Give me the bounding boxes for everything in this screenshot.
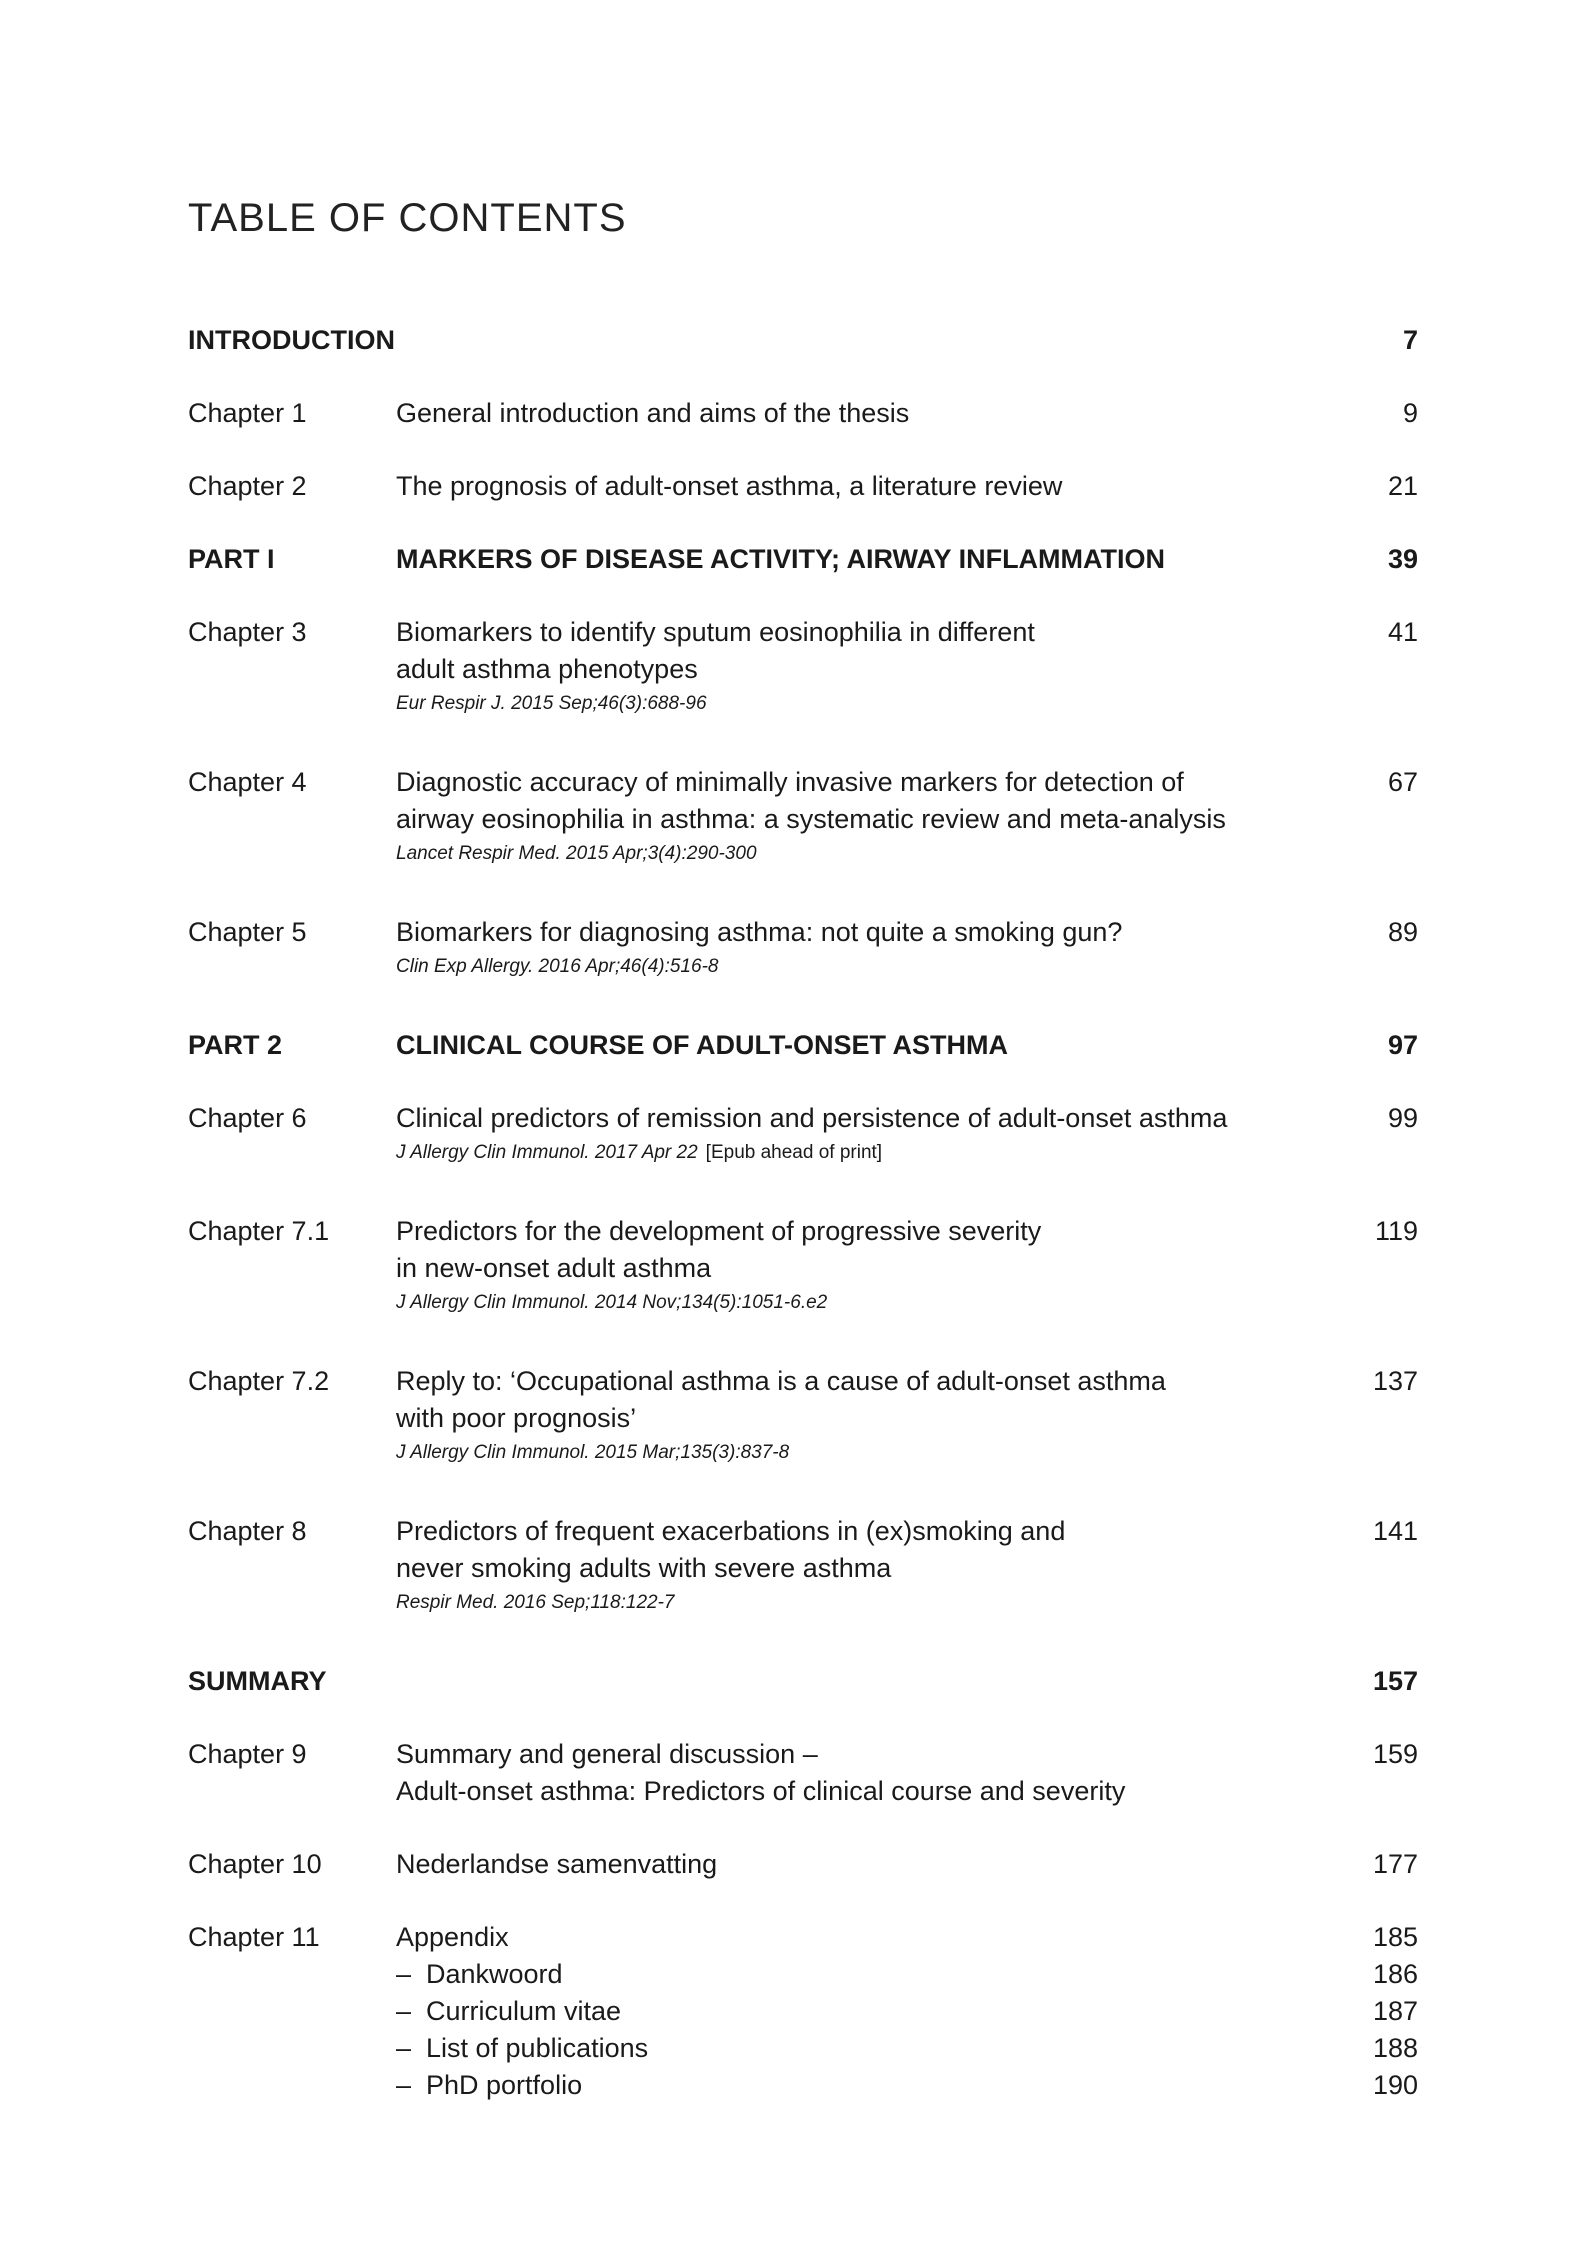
entry-label: Chapter 7.1 — [188, 1216, 330, 1246]
toc-entry-chapter-3[interactable] — [188, 614, 1418, 720]
entry-page-number: 41 — [1387, 617, 1418, 647]
entry-citation — [396, 1137, 1258, 1169]
subitem-page-number: 187 — [1372, 1996, 1418, 2026]
entry-citation: Clin Exp Allergy. 2016 Apr;46(4):516-8 — [396, 956, 719, 977]
subitem-title: PhD portfolio — [426, 2070, 583, 2100]
subitem-title: Dankwoord — [426, 1959, 563, 1989]
subitem-dash: – — [396, 1959, 412, 1989]
entry-title: Diagnostic accuracy of minimally invasive markers for detection of — [396, 767, 1184, 797]
entry-title: CLINICAL COURSE OF ADULT-ONSET ASTHMA — [396, 1030, 1008, 1060]
subitem-page-number: 190 — [1372, 2070, 1418, 2100]
toc-entry-part-2[interactable] — [188, 1027, 1418, 1064]
entry-page-number: 9 — [1402, 398, 1418, 428]
entry-label: Chapter 7.2 — [188, 1366, 330, 1396]
entry-title: Predictors of frequent exacerbations in (ex)smoking and — [396, 1516, 1066, 1546]
entry-title: Nederlandse samenvatting — [396, 1849, 718, 1879]
entry-title: Summary and general discussion – — [396, 1739, 818, 1769]
entry-title: in new-onset adult asthma — [396, 1253, 712, 1283]
toc-entry-chapter-1[interactable] — [188, 395, 1418, 432]
entry-page-number: 119 — [1374, 1216, 1418, 1246]
entry-page-number: 21 — [1387, 471, 1418, 501]
entry-title: adult asthma phenotypes — [396, 654, 698, 684]
entry-title: General introduction and aims of the thesis — [396, 398, 910, 428]
entry-body — [396, 541, 1258, 578]
entry-page-number: 177 — [1372, 1849, 1418, 1879]
entry-label: PART 2 — [188, 1030, 283, 1060]
entry-title: with poor prognosis’ — [396, 1403, 637, 1433]
toc-entry-chapter-9[interactable] — [188, 1736, 1418, 1810]
subitem-dash: – — [396, 1996, 412, 2026]
subitem-dash: – — [396, 2033, 412, 2063]
entry-label: Chapter 4 — [188, 767, 307, 797]
entry-citation: Eur Respir J. 2015 Sep;46(3):688-96 — [396, 693, 707, 714]
entry-citation: J Allergy Clin Immunol. 2014 Nov;134(5):1051-6.e2 — [396, 1292, 828, 1313]
entry-title: never smoking adults with severe asthma — [396, 1553, 892, 1583]
toc-entry-summary[interactable] — [188, 1663, 1418, 1700]
entry-label: Chapter 8 — [188, 1516, 307, 1546]
entry-body — [396, 1513, 1258, 1619]
entry-citation: Respir Med. 2016 Sep;118:122-7 — [396, 1592, 675, 1613]
entry-page-number: 99 — [1387, 1103, 1418, 1133]
subitem-page-number: 188 — [1372, 2033, 1418, 2063]
entry-label: Chapter 6 — [188, 1103, 307, 1133]
toc-entry-chapter-8[interactable] — [188, 1513, 1418, 1619]
entry-body — [396, 1663, 1258, 1700]
entry-label: Chapter 10 — [188, 1849, 322, 1879]
subitem-page-number: 186 — [1372, 1959, 1418, 1989]
toc-entry-part-1[interactable] — [188, 541, 1418, 578]
entry-body — [396, 395, 1258, 432]
entry-title: Appendix — [396, 1922, 509, 1952]
toc-entry-chapter-2[interactable] — [188, 468, 1418, 505]
entry-body — [396, 1100, 1258, 1169]
entry-body — [396, 1363, 1258, 1469]
entry-page-number: 67 — [1387, 767, 1418, 797]
entry-page-number: 159 — [1372, 1739, 1418, 1769]
toc-entry-chapter-10[interactable] — [188, 1846, 1418, 1883]
entry-title: Predictors for the development of progressive severity — [396, 1216, 1042, 1246]
entry-body — [396, 1213, 1258, 1319]
subitem-curriculum-vitae[interactable] — [396, 1993, 1418, 2030]
entry-body — [396, 468, 1258, 505]
entry-title: Adult-onset asthma: Predictors of clinical course and severity — [396, 1776, 1126, 1806]
entry-label: Chapter 5 — [188, 917, 307, 947]
entry-page-number: 39 — [1387, 544, 1418, 574]
subitem-dash: – — [396, 2070, 412, 2100]
entry-title: MARKERS OF DISEASE ACTIVITY; AIRWAY INFLAMMATION — [396, 544, 1166, 574]
entry-page-number: 7 — [1402, 325, 1418, 355]
toc-entry-chapter-5[interactable] — [188, 914, 1418, 983]
entry-label: Chapter 9 — [188, 1739, 307, 1769]
toc-entry-chapter-7-2[interactable] — [188, 1363, 1418, 1469]
entry-citation: Lancet Respir Med. 2015 Apr;3(4):290-300 — [396, 843, 757, 864]
entry-label: Chapter 1 — [188, 398, 307, 428]
citation-note: [Epub ahead of print] — [705, 1142, 883, 1163]
entry-body — [396, 1736, 1258, 1810]
entry-body — [396, 1027, 1258, 1064]
entry-title: airway eosinophilia in asthma: a systematic review and meta-analysis — [396, 804, 1226, 834]
entry-page-number: 97 — [1387, 1030, 1418, 1060]
subitem-title: Curriculum vitae — [426, 1996, 622, 2026]
table-of-contents — [188, 322, 1418, 2140]
subitem-title: List of publications — [426, 2033, 649, 2063]
entry-label: PART I — [188, 544, 275, 574]
entry-title: Biomarkers to identify sputum eosinophilia in different — [396, 617, 1035, 647]
entry-title: Reply to: ‘Occupational asthma is a cause of adult-onset asthma — [396, 1366, 1166, 1396]
entry-citation: J Allergy Clin Immunol. 2015 Mar;135(3):837-8 — [396, 1442, 790, 1463]
toc-entry-chapter-4[interactable] — [188, 764, 1418, 870]
subitem-list-of-publications[interactable] — [396, 2030, 1418, 2067]
appendix-subitems — [396, 1956, 1418, 2104]
citation-text: J Allergy Clin Immunol. 2017 Apr 22 — [396, 1142, 698, 1163]
entry-title: Biomarkers for diagnosing asthma: not quite a smoking gun? — [396, 917, 1123, 947]
toc-entry-chapter-11[interactable] — [188, 1919, 1418, 2104]
entry-page-number: 185 — [1372, 1922, 1418, 1952]
entry-body — [396, 764, 1258, 870]
entry-title: Clinical predictors of remission and persistence of adult-onset asthma — [396, 1103, 1228, 1133]
entry-label: Chapter 3 — [188, 617, 307, 647]
entry-body — [396, 1846, 1258, 1883]
subitem-phd-portfolio[interactable] — [396, 2067, 1418, 2104]
entry-body — [396, 614, 1258, 720]
entry-title: The prognosis of adult-onset asthma, a literature review — [396, 471, 1063, 501]
entry-page-number: 141 — [1372, 1516, 1418, 1546]
toc-entry-chapter-6[interactable] — [188, 1100, 1418, 1169]
page-title: TABLE OF CONTENTS — [188, 196, 627, 240]
entry-label: Chapter 11 — [188, 1922, 320, 1952]
entry-label: SUMMARY — [188, 1666, 327, 1696]
toc-entry-introduction[interactable] — [188, 322, 1418, 359]
entry-label: INTRODUCTION — [188, 325, 395, 355]
entry-page-number: 89 — [1387, 917, 1418, 947]
subitem-dankwoord[interactable] — [396, 1956, 1418, 1993]
entry-label: Chapter 2 — [188, 471, 307, 501]
entry-page-number: 137 — [1372, 1366, 1418, 1396]
toc-entry-chapter-7-1[interactable] — [188, 1213, 1418, 1319]
entry-page-number: 157 — [1372, 1666, 1418, 1696]
entry-body — [396, 914, 1258, 983]
entry-body — [396, 322, 1258, 359]
